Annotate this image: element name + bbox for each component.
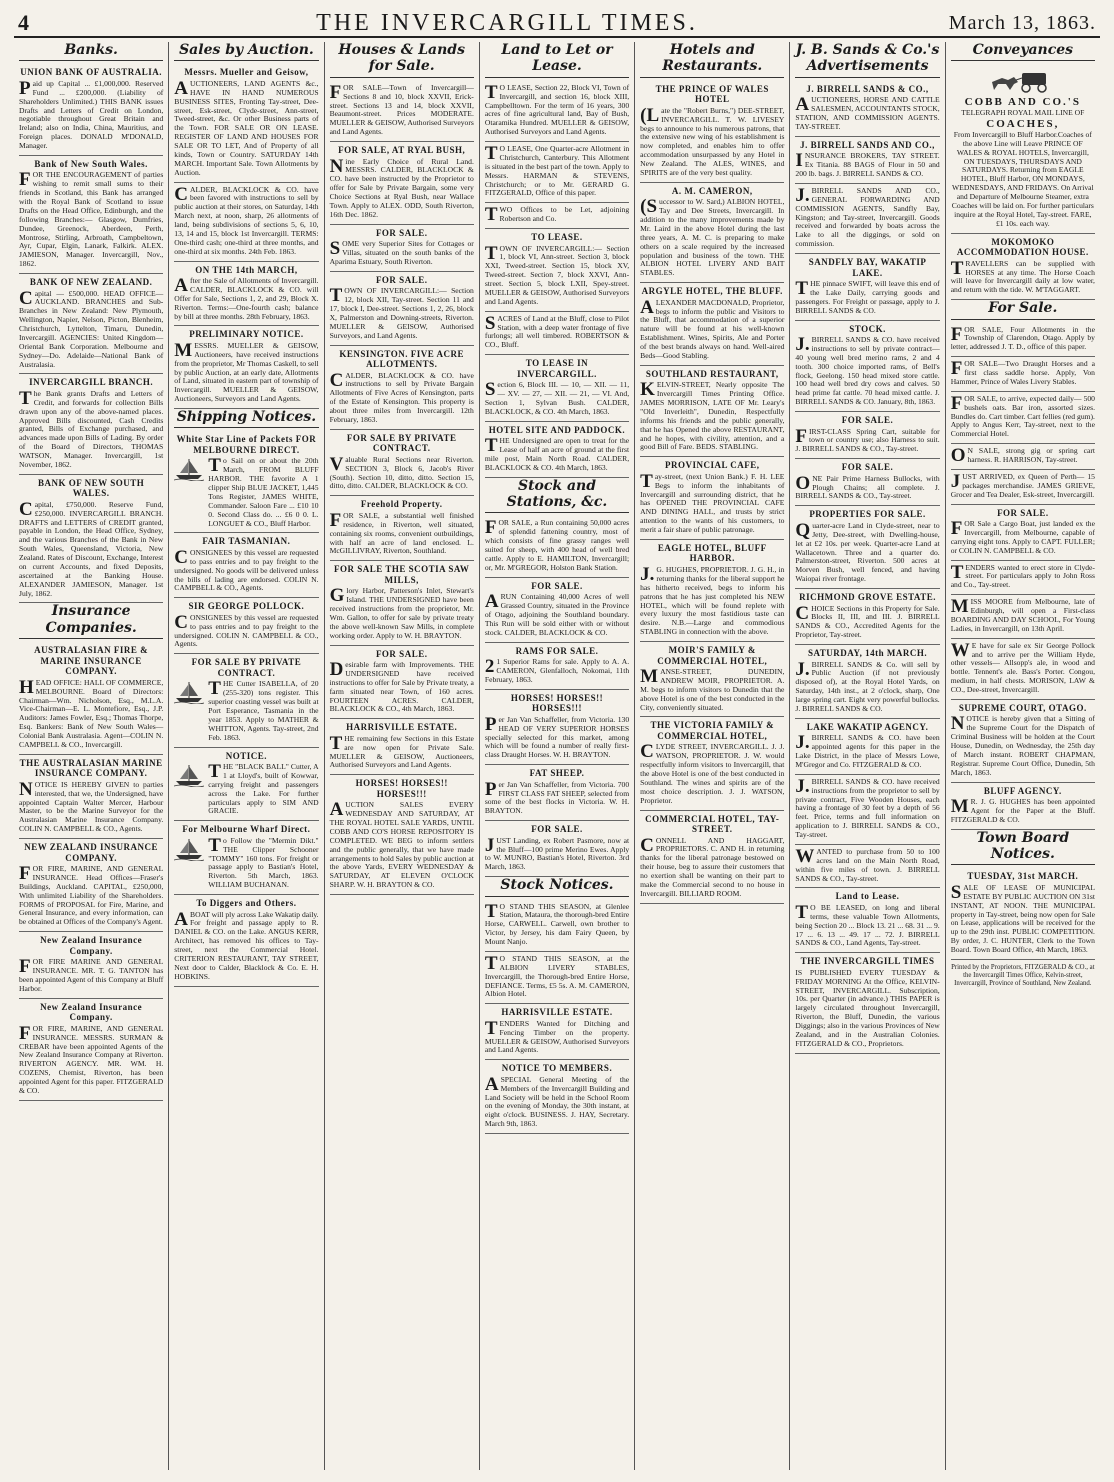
ad-title: SIR GEORGE POLLOCK. [188,601,305,612]
advertisement [485,900,629,952]
advertisement [795,254,939,321]
ad-body: Capital, £750,000. Reserve Fund, £250,000. INVERCARGILL BRANCH. DRAFTS and LETTERS of CREDIT granted, payable in London, the Head Office, Sydney, and the various Branches of the Bank in New South Wales, Queensland, Victoria, New Zealand. Rates of Discount, Exchange, Interest on current Accounts, and fixed Deposits, ascertained at the Banking House. ALEXANDER JAMIESON, Manager. 1st July, 1862. [19,498,164,598]
advertisement [951,505,1095,561]
advertisement [330,561,474,645]
ad-body: AUCTIONEERS, LAND AGENTS &c., HAVE IN HAND NUMEROUS BUSINESS SITES, Fronting Tay-street, Dee-street, Esk-street, Clyde-street, Ann-street, Tweed-street, &c. Or other Business parts of the Town. FOR SALE OR ON LEASE. REGISTER OF LAND AND HOUSES FOR SALE OR TO LET, And of Property of all kinds, Town or Country. SATURDAY 14th MARCH. Important Sale. Town Allotments by Auction. [174,77,319,177]
ad-title: J. BIRRELL SANDS AND CO., [800,139,935,150]
ad-body: TENDERS Wanted for Ditching and Fencing Timber on the property. MUELLER & GEISOW, Authorised Surveyors and Land Agents. [484,1017,630,1055]
advertisement [795,589,939,645]
advertisement [485,142,629,203]
ad-body: FOR SALE, to arrive, expected daily— 500 bushels oats. Bar iron, assorted sizes. Bundles do. Cart timber. Cart fellies (red gum). Apply to Angus Kerr, Tay-street, next to the Commercial Hotel. [950,392,1095,439]
advertisement [330,646,474,720]
printer-imprint: Printed by the Proprietors, FITZGERALD & CO., at the Invercargill Times Office, Kelvin-street, Invercargill, Province of Southland, New Zealand. [951,963,1095,987]
ad-body: TO LEASE, Section 22, Block VI, Town of Invercargill, and section 16, block XIII, Campbelltown. For the term of 16 years, 300 acres of fine agricultural land, Bay of Bush, Otaramika Hundred. MUELLER & GEISOW, Authorised Surveyors and Land Agents. [484,81,630,137]
ad-title: J. BIRRELL SANDS & CO., [806,83,929,94]
ad-body: ARUN Containing 40,000 Acres of well Grassed Country, situated in the Province of Otago, adjoining the Southland boundary. This Run will be sold either with or without stock. CALDER, BLACKLOCK & CO. [484,591,630,637]
ad-title: SATURDAY, 14th MARCH. [807,648,928,659]
ad-body: FOR SALE, a substantial well finished residence, in Riverton, well situated, containing six rooms, convenient outbuildings, with half an acre of land enclosed. L. McGILLIVRAY, Riverton, Southland. [329,509,474,556]
ad-body: AUCTION SALES EVERY WEDNESDAY AND SATURDAY, AT THE ROYAL HOTEL SALE YARDS, UNTIL COBB AND CO'S HORSE REPOSITORY IS COMPLETED. WE BEG to inform settlers and the public generally, that we have made arrangements to hold Sales by public auction at the above Yards, EVERY WEDNESDAY & SATURDAY, AT ELEVEN O'CLOCK SHARP. W. H. BRAYTON & CO. [329,799,474,890]
ad-title: HARRISVILLE ESTATE. [501,1007,613,1018]
advertisement [951,868,1095,960]
ad-title: RICHMOND GROVE ESTATE. [799,592,937,602]
ad-title: INVERCARGILL BRANCH. [29,377,154,388]
advertisement [485,952,629,1004]
ad-body: CLYDE STREET, INVERCARGILL. J. J. WATSON, PROPRIETOR. J. W. would respectfully inform visitors to Invercargill, that the above Hotel is one of the best conducted in Southland. The wines and spirits are of the most choice description. J. J. WATSON, Proprietor. [640,741,785,805]
advertisement [330,719,474,775]
advertisement [485,821,629,877]
advertisement [330,775,474,895]
ad-title: MOKOMOKO ACCOMMODATION HOUSE. [956,236,1089,258]
ad-body: ABOAT will ply across Lake Wakatip daily. For freight and passage apply to R. DANIEL & CO. on the Lake. ANGUS KERR, Architect, has removed his offices to Tay-street, next the Commercial Hotel. CRITERION RESTAURANT, TAY STREET, Next door to Calder, Blacklock & Co. E. H. HOBKINS. [174,908,319,981]
ad-body: TO STAND THIS SEASON, at the ALBION LIVERY STABLES, Invercargill, the Thorough-bred Entire Horse, DEFIANCE. Terms, £5 5s. A. M. CAMERON, Albion Hotel. [484,952,630,999]
ad-body: Tay-street, (next Union Bank.) F. H. LEE Begs to inform the inhabitants of Invercargill and surrounding district, that he has OPENED THE PROVINCIAL CAFE AND DINING HALL, and trusts by strict attention to the wants of his customers, to merit a fair share of public patronage. [640,470,785,535]
ad-body: MR. J. G. HUGHES has been appointed Agent for the Paper at the Bluff. FITZGERALD & CO. [950,796,1095,824]
ad-title: KENSINGTON. FIVE ACRE ALLOTMENTS. [339,348,464,370]
ad-body: Desirable farm with Improvements. THE UNDERSIGNED have received instructions to offer for Sale by Private treaty, a farm situated near Town, of 160 acres. FOURTEEN ACRES. CALDER, BLACKLOCK & CO., 4th March, 1863. [329,659,474,714]
advertisement [795,845,939,889]
ad-title: BLUFF AGENCY. [983,785,1062,796]
ad-title: FOR SALE. [375,227,428,238]
advertisement [795,888,939,953]
ad-body: THE pinnace SWIFT, will leave this end of the Lake Daily, carrying goods and passengers. For Freight or passage, apply to J. BIRRELL SANDS & CO. [795,278,940,315]
ad-body: Per Jan Van Schaffeller, from Victoria. 700 FIRST CLASS FAT SHEEP, selected from some of the best flocks in Victoria. W. H. BRAYTON. [484,778,630,816]
ad-body: INSURANCE BROKERS, TAY STREET. Ex Titania. 88 BAGS of Flour in 50 and 200 lb. bags. J. BIRRELL SANDS & CO. [795,150,940,179]
ad-title: HOTEL SITE AND PADDOCK. [488,424,626,435]
advertisement [795,412,939,459]
ad-title: PROVINCIAL CAFE, [665,460,760,471]
advertisement [19,64,163,156]
advertisement [485,203,629,229]
newspaper-column [480,42,635,1470]
advertisement [330,142,474,225]
ad-body: Quarter-acre Land in Clyde-street, near to Jetty, Dee-street, with Dwelling-house, let at £2 10s. per week. Quarter-acre Land at Wallacetown. Three and a quarter do. Palmerston-street, Riverton. 500 acres at Morven Bush, well fenced, and having Waiopai river frontage. [795,519,940,584]
newspaper-column [325,42,480,1470]
advertisement [485,229,629,312]
ad-body: TO BE LEASED, on long and liberal terms, these valuable Town Allotments, being Section 20 ... Block 13. 21 ... 68. 31 ... 9. 17 ... 6. 13 ... 49. 17 ... 72. J. BIRRELL SANDS & CO., Land Agents, Tay-street. [795,901,940,948]
advertisement [330,81,474,142]
advertisement [640,540,784,642]
ad-title: White Star Line of Packets FOR MELBOURNE DIRECT. [176,434,317,455]
ad-body: FOR THE ENCOURAGEMENT of parties wishing to remit small sums to their friends in Scotland, this Bank has arranged with the Royal Bank of Scotland to issue Drafts on the Head Office, Edinburgh, and the following Branches:— Glasgow, Dumfries, Dundee, Greenock, Aberdeen, Perth, Montrose, Stirling, Arbroath, Campbeltown, Ayr, Cupar, Elgin, Lanark, Falkirk. ALEX. JAMIESON, Manager. Invercargill, Nov., 1862. [19,169,164,269]
ad-body: Section 6, Block III. — 10, — XII. — 11, — XV. — 27, — XII. — 21, — VI. And, Section 1, Sylvan Bush. CALDER, BLACKLOCK, & CO. 4th March, 1863. [484,379,630,416]
advertisement [19,374,163,474]
ad-body: TO STAND THIS SEASON, at Glenlee Station, Mataura, the thorough-bred Entire Horse, CARWELL. Carwell, own brother to Victor, by Jersey, his dam Fairy Queen, by Mount Nanjo. [484,900,630,947]
ad-body: CALDER, BLACKLOCK & CO. have instructions to sell by Private Bargain Allotments of Five Acres of Kensington, parts of the Estate of Kensington. This property is about three miles from Invercargill. 12th February, 1863. [329,369,474,424]
coach-title: COBB AND CO.'S [964,96,1081,109]
ship-notice [174,457,318,528]
ad-body: SOME very Superior Sites for Cottages or Villas, situated on the south banks of the Aparima Estuary, South Riverton. [329,238,474,266]
section-heading: Land to Let or Lease. [485,42,629,78]
section-heading: Houses & Lands for Sale. [330,42,474,78]
ad-body: Valuable Rural Sections near Riverton. SECTION 3, Block 6, Jacob's River (South). Section 10, ditto, ditto. Section 15, ditto, ditto. CALDER, BLACKLOCK & CO. [329,453,474,491]
advertisement [485,578,629,643]
advertisement [485,312,629,356]
advertisement [174,748,318,822]
ad-body: J.BIRRELL SANDS & CO. have received instructions to sell by private contract— 40 young well bred merino rams, 2 and 4 tooth. 300 choice imported rams, of Bell's flock, Geelong. 150 head mixed store cattle. 100 head well bred dry cows and calves. 50 head prime fat cattle. 70 head mixed cattle. J. BIRRELL SANDS & CO. January, 8th, 1863. [795,334,940,407]
ad-body: FOR FIRE, MARINE, AND GENERAL INSURANCE. Head Offices—Fraser's Buildings, Auckland. CAPITAL, £250,000, With unlimited Liability of the Shareholders. FORMS of PROPOSAL for Fire, Marine, and General Insurance, and every information, can be obtained at Offices of the Company's Agent. [19,863,164,927]
advertisement [485,355,629,422]
ad-body: SACRES of Land at the Bluff, close to Pilot Station, with a deep water frontage of five furlongs; all well timbered. ROBERTSON & CO., Bluff. [484,312,630,350]
ad-title: BANK OF NEW SOUTH WALES. [38,477,145,499]
ad-title: FOR SALE THE SCOTIA SAW MILLS, [334,564,470,585]
ad-body: Nine Early Choice of Rural Land. MESSRS. CALDER, BLACKLOCK & CO. have been instructed by the Proprietor to offer for Sale by Private Bargain, some very Choice Sections at Ryal Bush, near Wallace Town. Apply to ALEX. ODD, South Riverton, 16th Dec. 1862. [329,155,474,219]
ad-body: ASPECIAL General Meeting of the Members of the Invercargill Building and Land Society will be held in the School Room on the evening of Monday, the 30th instant, at eight o'clock. BUSINESS. J. HAY, Secretary. March 9th, 1863. [484,1073,630,1129]
advertisement [951,323,1095,358]
ad-title: HARRISVILLE ESTATE. [346,722,458,733]
ad-body: ON SALE, strong gig or spring cart harness. R. HARRISON, Tay-street. [950,445,1095,467]
ad-title: Land to Lease. [835,891,900,902]
ad-body: The Bank grants Drafts and Letters of Credit, and forwards for collection Bills drawn upon any of the above-named places. Approved Bills discounted, Cash Credits granted, Bills of Exchange purchased, and advances made upon Bills of Lading. By order of the Board of Directors, THOMAS WATSON, Manager. Invercargill, 1st November, 1862. [19,387,164,469]
ad-title: FOR SALE BY PRIVATE CONTRACT. [346,432,457,454]
advertisement [330,272,474,346]
newspaper-column [14,42,169,1470]
ad-body: After the Sale of Allotments of Invercargill. CALDER, BLACKLOCK & CO. will Offer for Sale, Sections 1, 2, and 29, Block X. Riverton. Terms:—One-fourth cash; balance by bill at three months. 28th February, 1863. [174,275,319,321]
advertisement [640,366,784,458]
advertisement [485,1004,629,1060]
ad-title: A. M. CAMERON, [671,185,753,196]
advertisement [330,430,474,497]
ad-title: FOR SALE. [531,824,583,835]
newspaper-column [946,42,1100,1470]
ad-title: EAGLE HOTEL, BLUFF HARBOR. [657,542,767,564]
ad-title: FOR SALE, AT RYAL BUSH, [338,145,466,155]
ad-body: FOR SALE—Town of Invercargill—Sections 8 and 10, block XXVII, Erick-street. Sections 13 and 14, block XXVII, Beaumont-street. Prices MODERATE. MUELLER & GEISOW, Authorised Surveyors and Land Agents. [329,81,474,137]
advertisement [174,183,318,262]
advertisement [795,775,939,845]
section-heading: Sales by Auction. [174,42,318,61]
advertisement [795,459,939,506]
ad-body: THE remaining few Sections in this Estate are now open for Private Sale. MUELLER & GEISOW, Auctioneers, Authorised Surveyors and Land Agents. [329,732,474,770]
ad-body: To Follow the "Mermin Dikt." THE Clipper Schooner "TOMMY" 160 tons. For freight or passage apply to Bastian's Hotel, Riverton. 5th March, 1863. WILLIAM BUCHANAN. [208,834,319,890]
advertisement [174,64,318,182]
advertisement [19,839,163,932]
ad-title: THE AUSTRALASIAN MARINE INSURANCE COMPANY. [19,757,163,779]
ad-body: FOR Sale a Cargo Boat, just landed ex the Invercargill, from Melbourne, capable of carrying eight tons. Apply to CAPT. FULLER; or COLIN N. CAMPBELL & CO. [950,518,1095,555]
newspaper-column [635,42,790,1470]
ad-title: Freehold Property. [360,499,443,510]
paper-title: THE INVERCARGILL TIMES [800,956,935,967]
ad-body: JUST Landing, ex Robert Pasmore, now at the Bluff—100 prime Merino Ewes. Apply to W. MUNRO, Bastian's Hotel, Riverton. 3rd March, 1863. [484,834,630,872]
advertisement [174,654,318,747]
ad-title: FAT SHEEP. [529,768,585,779]
ad-body: FOR SALE, Four Allotments in the Township of Clarendon, Otago. Apply by letter, addressed J. T. D., office of this paper. [950,323,1095,352]
section-heading: Hotels and Restaurants. [640,42,784,78]
ad-title: Messrs. Mueller and Geisow, [184,67,309,78]
advertisement [795,645,939,719]
advertisement [795,719,939,775]
stagecoach-icon [988,68,1058,94]
advertisement [485,643,629,690]
ad-body: ALEXANDER MACDONALD, Proprietor, begs to inform the public and Visitors to the Bluff, that accommodation of a superior nature will be found at his well-known Establishment. Wines, Spirits, Ale and Porter of the best brands always on hand. Well-aired Beds—Good Stabling. [640,296,785,360]
coach-body: Coaches of the above Line will Leave PRINCE OF WALES & ROYAL HOTELS, Invercargill, ON TUESDAYS, THURSDAYS AND SATURDAYS. Returning from EAGLE HOTEL, Bluff Harbor, ON MONDAYS, WEDNESDAYS, AND FRIDAYS. On Arrival and Departure of Melbourne Steamer, extra Coaches will be laid on. For further particulars inquire at the Royal Hotel, Tay-street. FARE, £1 10s. each way. [951,129,1094,228]
advertisement [485,422,629,478]
ad-body: (Late the "Robert Burns,") DEE-STREET, INVERCARGILL. T. W. LIVESEY begs to announce to his numerous patrons, that the extensive new wing of his establishment is now completed, and enables him to offer accommodation unsurpassed by any Hotel in New Zealand. The ALES, WINES, and SPIRITS are of the very best quality. [640,104,785,177]
ad-body: TO LEASE, One Quarter-acre Allotment in Christchurch, Canterbury. This Allotment is situated in the best part of the town. Apply to Messrs. HARMAN & STEVENS, Christchurch; or to Mr. GERARD G. FITZGERALD, Office of this paper. [484,143,630,198]
ad-body: Per Jan Van Schaffeller, from Victoria. 130 HEAD OF VERY SUPERIOR HORSES specially selected for this market, among which will be found a number of really first-class Draught Horses. W. H. BRAYTON. [484,713,630,760]
ad-title: ARGYLE HOTEL, THE BLUFF. [641,286,783,297]
newspaper-title: THE INVERCARGILL TIMES. [316,9,698,36]
advertisement [795,184,939,254]
ad-title: THE VICTORIA FAMILY & COMMERCIAL HOTEL, [650,720,775,741]
ad-body: JUST ARRIVED, ex Queen of Perth— 15 packages merchandise. JAMES GRIEVE, Grocer and Tea Dealer, Esk-street, Invercargill. [950,470,1095,499]
advertisement [951,444,1095,470]
coach-advert [951,64,1095,233]
advertisement [174,533,318,598]
ad-body: Capital — £500,000. HEAD OFFICE—AUCKLAND. BRANCHES and Sub-Branches in New Zealand: New Plymouth, Wellington, Napier, Nelson, Picton, Blenheim, Christchurch, Lyttelton, Timaru, Dunedin, Invercargill. AGENCIES: United Kingdom—Oriental Bank Corporation. Melbourne and Sydney—Do. Adelaide—National Bank of Australasia. [19,287,164,369]
ad-body: J.BIRRELL SANDS & Co. will sell by Public Auction (if not previously disposed of), at the Royal Hotel Yards, on Saturday, 14th inst., at 2 o'clock, sharp, One large spring cart. Eight very powerful bullocks. J. BIRRELL SANDS & CO. [795,658,940,713]
section-heading: Town Board Notices. [951,830,1095,866]
ad-title: TO LEASE. [531,232,583,242]
advertisement [640,811,784,904]
ad-title: NEW ZEALAND INSURANCE COMPANY. [24,842,159,863]
ship-notice [174,763,318,816]
ad-title: PRELIMINARY NOTICE. [189,329,304,340]
advertisement [19,755,163,839]
ad-body: FOR FIRE, MARINE, AND GENERAL INSURANCE. MESSRS. SURMAN & CREBAR have been appointed Agents of the New Zealand Insurance Company at Riverton. RIVERTON AGENCY. MR. WM. H. COZENS, Chemist, Riverton, has been appointed Agent for this paper. FITZGERALD & CO. [19,1022,164,1095]
ad-body: NOTICE is hereby given that a Sitting of the Supreme Court for the Dispatch of Criminal Business will be holden at the Court House, Dunedin, on Wednesday, the 25th day of March instant. ROBERT CHAPMAN, Registrar. Supreme Court Office, Dunedin, 5th March, 1863. [950,713,1095,777]
advertisement [485,1060,629,1134]
ad-title: FOR SALE. [841,415,894,426]
advertisement [174,326,318,409]
ad-body: CONSIGNEES by this vessel are requested to pass entries and to pay freight to the undersigned. No goods will be delivered unless the bills of lading are endorsed. COLIN N. CAMPBELL & CO., Agents. [174,546,319,593]
newspaper-column [169,42,324,1470]
advertisement [795,506,939,589]
advertisement [485,765,629,821]
ad-body: NOTICE IS HEREBY GIVEN to parties interested, that we, the Undersigned, have appointed Captain Walter Mercer, Harbour Master, to be the Marine Surveyor for the Australasian Marine Insurance Company. COLIN N. CAMPBELL & CO., Agents. [19,778,164,834]
advertisement [640,642,784,717]
coach-route: From Invercargill to Bluff Harbor. [953,129,1058,139]
advertisement [951,700,1095,783]
section-heading: Conveyances [951,42,1095,61]
section-heading: Stock and Stations, &c. [485,478,629,514]
section-heading: Banks. [19,42,163,61]
advertisement [951,561,1095,596]
ad-title: FOR SALE. [375,274,428,285]
ad-body: (Successor to W. Sard,) ALBION HOTEL, Tay and Dee Streets, Invercargill. In addition to the many improvements made by Mr. Laird in the above Hotel during the last three years, A. M. C. is preparing to make others on a scale required by the increased population and business of the town. THE ALBION HOTEL LIVERY AND BAIT STABLES. [640,196,785,278]
ad-title: LAKE WAKATIP AGENCY. [806,721,929,732]
ad-title: HORSES! HORSES!! HORSES!!! [355,778,448,799]
ad-title: FOR SALE. [841,462,894,473]
advertisement [174,821,318,895]
sailing-ship-icon [174,763,204,787]
ad-body: FOR SALE, a Run containing 50,000 acres of splendid fattening country, most of which consists of fine grassy ranges well suited for sheep, with 400 head of well bred cattle. Apply to E. HAMILTON, Invercargill; or, Mr. M'GREGOR, Holston Bank Station. [484,517,630,572]
ad-title: COMMERCIAL HOTEL, TAY-STREET. [645,813,780,835]
advertisement [951,783,1095,830]
ad-title: FOR SALE. [997,507,1049,518]
advertisement [951,357,1095,392]
ad-title: STOCK. [849,323,886,334]
section-heading: J. B. Sands & Co.'s Advertisements [795,42,939,78]
ad-body: CONNELL AND HAGGART, PROPRIETORS. C. AND H. in returning thanks for the liberal patronage bestowed on their house, beg to assure their customers that no exertion shall be wanting on their part to make the Commercial second to no house in Invercargill. BILLIARD ROOM. [640,834,785,898]
ad-body: HEAD OFFICE: HALL OF COMMERCE, MELBOURNE. Board of Directors: Chairman—Wm. Nicholson, Esq., M.L.A. Vice-Chairman—E. L. Montefiore, Esq., J.P. Auditors: James Fowler, Esq.; Thomas Thorpe, Esq. Bankers: Bank of New South Wales—Colonial Bank Australasia. Agent—COLIN N. CAMPBELL & CO., Invercargill. [19,676,164,749]
ad-body: ONE Pair Prime Harness Bullocks, with Plough Chains; all complete. J. BIRRELL SANDS & CO., Tay-street. [795,472,940,501]
ad-title: SANDFLY BAY, WAKATIP LAKE. [808,257,927,278]
coach-line: COACHES, [986,118,1060,131]
ad-title: PROPERTIES FOR SALE. [809,509,926,520]
sailing-ship-icon [174,837,204,861]
ad-title: ON THE 14th MARCH, [195,264,298,275]
issue-date: March 13, 1863. [948,11,1096,34]
advertisement [640,81,784,183]
ad-body: SALE OF LEASE OF MUNICIPAL ESTATE BY PUBLIC AUCTION ON 31st INSTANT, AT NOON. THE MUNICIPAL property in Tay-street, being now open for Sale on Lease, applications will be received for the up to the 29th inst. PUBLIC COMPETITION. By order, J. C. HUNTER, Clerk to the Town Board. Town Board Office, 4th March, 1863. [950,881,1095,955]
ad-title: THE PRINCE OF WALES HOTEL [655,83,769,105]
advertisement [19,156,163,274]
advertisement [174,262,318,327]
ad-body: TOWN OF INVERCARGILL:— Section 12, block XII, Tay-street. Section 11 and 17, block I, Dee-street. Sections 1, 2, 26, block X, Palmerston and Downing-streets, Riverton. MUELLER & GEISOW, Authorised Surveyors, and Land Agents. [329,285,474,340]
advertisement [640,457,784,540]
ad-body: MISS MOORE from Melbourne, late of Edinburgh, will open a First-class BOARDING AND DAY SCHOOL, For Young Ladies, in Invercargill, on 13th April. [950,596,1095,633]
ad-title: SOUTHLAND RESTAURANT, [645,368,779,379]
ship-notice [174,680,318,742]
ad-title: SUPREME COURT, OTAGO. [958,702,1087,713]
ad-body: AUCTIONEERS, HORSE AND CATTLE SALESMEN, ACCOUNTANTS STOCK, STATION, AND COMMISSION AGENTS. TAY-STREET. [795,94,940,131]
ad-body: TENDERS wanted to erect store in Clyde-street. For particulars apply to John Ross and Co., Tay-street. [950,561,1095,590]
ad-body: TRAVELLERS can be supplied with HORSES at any time. The Horse Coach will leave for Invercargill daily at low water, and return with the tide. W. M'TAGGART. [950,257,1095,295]
advertisement [640,717,784,810]
advertisement [19,932,163,999]
advertisement [485,690,629,765]
ad-title: To Diggers and Others. [196,898,297,909]
section-heading: Stock Notices. [485,877,629,896]
ad-body: 21 Superior Rams for sale. Apply to A. A. CAMERON, Glenfalloch, Nokomai, 11th February, 1863. [484,656,630,684]
ad-body: WANTED to purchase from 50 to 100 acres land on the Main North Road, within five miles of town. J. BIRRELL SANDS & CO., Tay-street. [795,845,940,883]
paper-body: IS PUBLISHED EVERY TUESDAY & FRIDAY MORNING At the Office, KELVIN-STREET, INVERCARGILL. Subscription, 10s. per Quarter (in advance.) THIS PAPER is largely circulated throughout Invercargill, Riverton, the Bluff, Dunedin, the various Diggings; also in the various Provinces of New Zealand, and in the Australian Colonies. FITZGERALD & CO., Proprietors. [795,967,940,1048]
advertisement [330,496,474,561]
advertisement [485,516,629,577]
ad-title: UNION BANK OF AUSTRALIA. [20,67,162,78]
ad-body: J.G. HUGHES, PROPRIETOR. J. G. H., in returning thanks for the liberal support he has hitherto received, begs to inform his patrons that he has just completed his NEW HOTEL, which will be found replete with every luxury the most fastidious taste can desire. N.B.—Large and commodious STABLING in connection with the above. [640,564,785,637]
advertisement [640,183,784,283]
ad-body: THE Cutter ISABELLA, of 20 (255-320) tons register. This superior coasting vessel was built at Port Esperance, Tasmania in the year 1853. Apply to MATHER & WHITTON, Agents. Tay-street, 2nd Feb. 1863. [208,678,319,742]
ad-title: MOIR'S FAMILY & COMMERCIAL HOTEL, [657,645,768,666]
ad-body: WE have for sale ex Sir George Pollock and to arrive per the William Hyde, other vessels— Allsopp's ale, in wood and bottle. Tennent's ale. Bass's Porter. Congou, medium, in half chests. MORISON, LAW & CO., Dee-street, Invercargill. [950,639,1095,695]
section-heading: Shipping Notices. [174,409,318,428]
ad-body: TOWN OF INVERCARGILL:— Section 1, block VI, Ann-street. Section 3, block XXI, Tweed-street. Section 15, block XV, Tweed-street. Section 7, block XXVI, Ann-street. Section 5, block LXII, Spey-street. MUELLER & GEISOW, Authorised Surveyors and Land Agents. [484,242,630,306]
newspaper-column [790,42,945,1470]
ad-title: RAMS FOR SALE. [515,645,599,656]
ad-body: KELVIN-STREET, Nearly opposite The Invercargill Times Printing Office. JAMES MORRISON, LATE OF Mr. Leary's "Old Inverleith", Dunedin, Respectfully informs his friends and the public generally, that he has Opened the above RESTAURANT, and he hopes, with civility, attention, and a good Bill of Fare. BEDS. STABLING. [640,379,785,452]
ad-title: New Zealand Insurance Company. [40,935,143,956]
advertisement [951,595,1095,639]
ad-title: HORSES! HORSES!! HORSES!!! [510,692,604,714]
advertisement [19,999,163,1101]
advertisement [174,895,318,987]
advertisement [174,598,318,654]
advertisement [640,283,784,366]
ad-title: NOTICE TO MEMBERS. [501,1063,613,1074]
ad-body: FIRST-CLASS Spring Cart, suitable for town or country use; also Harness to suit. J. BIRRELL SANDS & CO., Tay-street. [795,425,940,454]
ad-body: Paid up Capital ... £1,000,000. Reserved Fund ... £200,000. (Liability of Shareholders Unlimited.) THIS BANK issues Drafts and Letters of Credit on London, negotiable throughout Great Britain and Ireland; also on India, China, Mauritius, and Foreign places. DONALD M'DONALD, Manager. [19,77,164,151]
ad-body: Glory Harbor, Patterson's Inlet, Stewart's Island. THE UNDERSIGNED have been received instructions from the proprietor, Mr. Wm. Gallon, to offer for sale by private treaty the above well-known Saw Mills, in complete working order. Apply to W. H. BRAYTON. [329,585,474,640]
advertisement [795,81,939,137]
advertisement [19,274,163,374]
ad-body: TWO Offices to be Let, adjoining Robertson and Co. [484,204,630,226]
ad-title: TUESDAY, 31st MARCH. [967,871,1079,882]
advertisement [795,137,939,184]
ad-body: THE Undersigned are open to treat for the Lease of half an acre of ground at the first mile post, Main North Road. CALDER, BLACKLOCK & CO. 4th March, 1863. [484,435,630,472]
sailing-ship-icon [174,457,204,481]
ad-body: CALDER, BLACKLOCK & CO. have been favored with instructions to sell by public auction at their stores, on Saturday, 14th March next, at noon, sharp, 26 allotments of land, being subdivisions of sections 5, 6, 10, 13, 14 and 15, block 1st Invercargill. TERMS: One-third cash; one-third at three months, and one-third at six months. 24th Feb. 1863. [174,183,319,256]
ad-body: To Sail on or about the 20th March, FROM BLUFF HARBOR. THE favorite A 1 clipper Ship BLUE JACKET, 1,445 Tons Register, JAMES WHITE, Commander. Saloon Fare ... £10 10 0. Second Class do. ... £6 0 0. L. LONGUET & CO., Bluff Harbor. [208,455,319,528]
advertisement [330,346,474,430]
ad-title: FAIR TASMANIAN. [202,536,291,547]
columns [14,42,1100,1470]
section-heading: Insurance Companies. [19,603,163,639]
ad-body: J.BIRRELL SANDS & CO. have been appointed agents for this paper in the Lake District, in the place of Messrs Lowe, M'Gregor and Co. FITZGERALD & CO. [795,732,940,769]
advertisement [951,470,1095,505]
ad-title: AUSTRALASIAN FIRE & MARINE INSURANCE COMPANY. [34,645,149,677]
advertisement [174,431,318,533]
advertisement [951,639,1095,700]
ad-title: NOTICE. [225,750,268,761]
coach-line: TELEGRAPH ROYAL MAIL LINE OF [961,108,1085,118]
ad-body: MANSE-STREET, DUNEDIN, ANDREW MOIR, PROPRIETOR. A. M. begs to inform visitors to Dunedin that the above Hotel is one of the best conducted in the City, conveniently situated. [640,666,785,712]
ad-body: CHOICE Sections in this Property for Sale. Blocks II, III, and III. J. BIRRELL SANDS & CO., Accredited Agents for the Proprietor, Tay-street. [795,602,940,640]
masthead [14,10,1100,38]
advertisement [951,234,1095,301]
ad-title: TO LEASE IN INVERCARGILL. [517,358,597,379]
advertisement [795,321,939,413]
ad-title: FOR SALE. [531,580,583,591]
ad-title: New Zealand Insurance Company. [40,1001,143,1023]
sailing-ship-icon [174,680,204,704]
ad-body: CONSIGNEES by this vessel are requested to pass entries and to pay freight to the undersigned. COLIN N. CAMPBELL & CO., Agents. [174,611,319,649]
ad-title: BANK OF NEW ZEALAND. [29,277,153,288]
ad-body: MESSRS. MUELLER & GEISOW, Auctioneers, have received instructions from the proprietor, Mr Thomas Caskell, to sell by public Auction, at an early date, Allotments of Land, situated in eastern part of township of Invercargill. MUELLER & GEISOW, Auctioneers, Surveyors and Land Agents. [174,339,319,404]
ad-title: FOR SALE BY PRIVATE CONTRACT. [191,657,302,678]
paper-notice [795,953,939,1053]
advertisement [19,475,163,604]
ad-title: For Melbourne Wharf Direct. [182,824,311,835]
ad-body: J.BIRRELL SANDS AND CO., GENERAL FORWARDING AND COMMISSION AGENTS, Sandfly Bay, Kingston; and Tay-street, Invercargill. Goods received and forwarded by boats across the Lake to all the diggings, or sold on commission. [795,184,940,249]
advertisement [330,225,474,272]
advertisement [485,81,629,142]
section-heading: For Sale. [951,300,1095,319]
ad-body: FOR SALE—Two Draught Horses and a first class saddle horse. Apply, Von Hammer, Prince of Wales Livery Stables. [950,358,1095,386]
page-number: 4 [18,10,29,35]
ad-title: Bank of New South Wales. [34,158,148,169]
ad-body: J.BIRRELL SANDS & CO. have received instructions from the proprietor to sell by private contract, Five Wooden Houses, each having a frontage of 30 feet by a depth of 56 feet. Price, terms and full information on application to J. BIRRELL SANDS & CO., Tay-street. [795,775,940,840]
ad-title: FOR SALE. [375,648,428,659]
ad-body: FOR FIRE MARINE AND GENERAL INSURANCE. MR. T. G. TANTON has been appointed Agent of this Company at Bluff Harbor. [19,956,164,993]
advertisement [951,392,1095,444]
ad-body: THE "BLACK BALL" Cutter, A 1 at Lloyd's, built of Kowwar, carrying freight and passengers across the Lake. For further particulars apply to SIM AND GRACIE. [208,761,319,816]
ship-notice [174,834,319,890]
advertisement [19,642,163,755]
